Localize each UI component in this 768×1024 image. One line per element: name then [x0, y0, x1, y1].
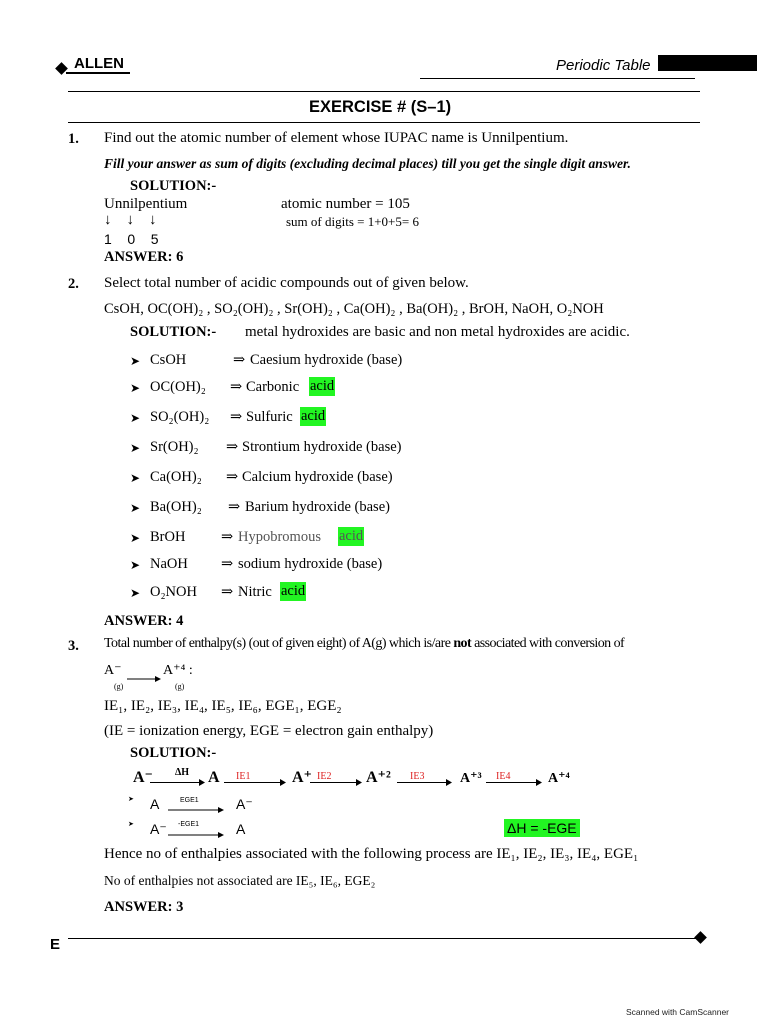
item-formula: BrOH: [150, 529, 186, 545]
chain-species: A⁺³: [460, 771, 482, 786]
header-rule-short: [66, 72, 130, 74]
q1-question: Find out the atomic number of element whose IUPAC name is Unnilpentium.: [104, 130, 569, 146]
acid-highlight: acid: [339, 528, 364, 544]
item-formula: Ba(OH)₂: [150, 499, 202, 515]
item-description: sodium hydroxide (base): [238, 556, 383, 572]
item-formula: Sr(OH)₂: [150, 439, 199, 455]
item-description: Calcium hydroxide (base): [242, 469, 393, 485]
q3-reaction-arrow-icon: [127, 670, 161, 688]
bullet-arrow-icon: ➤: [130, 441, 141, 455]
header-rule-right: [420, 78, 695, 79]
q3-solution-label: SOLUTION:-: [130, 745, 217, 761]
q3-number: 3.: [68, 638, 79, 654]
item-formula: OC(OH)₂: [150, 379, 206, 395]
q3-reaction-left: A⁻: [104, 663, 122, 678]
ege-left: A⁻: [150, 821, 167, 837]
acid-highlight: acid: [310, 378, 335, 394]
q3-reaction-right: A⁺⁴ :: [163, 663, 193, 678]
chain-label: IE4: [496, 771, 511, 782]
ege-arrow-icon: [168, 801, 224, 819]
ege-right: A: [236, 821, 246, 837]
q3-state-left: (g): [114, 682, 124, 691]
ege-left: A: [150, 796, 160, 812]
header-rule-full: [68, 91, 700, 92]
header-brand: ALLEN: [74, 55, 124, 72]
item-formula: SO₂(OH)₂: [150, 409, 210, 425]
footer-diamond-icon: [694, 931, 707, 944]
q3-question-post: associated with conversion of: [474, 636, 625, 651]
bullet-arrow-icon: ➤: [130, 531, 141, 545]
scanner-watermark: Scanned with CamScanner: [626, 1007, 730, 1017]
delta-h-box: ΔH = -EGE: [504, 819, 580, 837]
q1-answer: ANSWER: 6: [104, 249, 184, 265]
chain-label: IE3: [410, 771, 425, 782]
q3-legend: (IE = ionization energy, EGE = electron gain enthalpy): [104, 723, 434, 739]
q3-enthalpy-list: IE₁, IE₂, IE₃, IE₄, IE₅, IE₆, EGE₁, EGE₂: [104, 698, 342, 714]
bullet-arrow-icon: ➤: [128, 820, 134, 828]
header-black-block: [658, 55, 757, 71]
item-formula: NaOH: [150, 556, 188, 572]
exercise-title: EXERCISE # (S–1): [309, 98, 452, 116]
bullet-arrow-icon: ➤: [128, 795, 134, 803]
item-arrow: ⇒: [221, 556, 234, 572]
q1-element-name: Unnilpentium: [104, 196, 188, 212]
header-chapter: Periodic Table: [556, 57, 651, 74]
item-description: Hypobromous: [238, 529, 321, 545]
bullet-arrow-icon: ➤: [130, 354, 141, 368]
footer-page-letter: E: [50, 936, 61, 953]
bullet-arrow-icon: ➤: [130, 586, 141, 600]
item-arrow: ⇒: [226, 469, 239, 485]
q1-number: 1.: [68, 131, 79, 147]
q1-atomic-number: atomic number = 105: [281, 196, 410, 212]
item-formula: O₂NOH: [150, 584, 197, 600]
q2-solution-label: SOLUTION:-: [130, 324, 217, 340]
item-formula: CsOH: [150, 352, 187, 368]
chain-species: A⁻: [133, 769, 153, 786]
footer-rule: [68, 938, 700, 939]
chain-label: IE2: [317, 771, 332, 782]
ege-label: EGE1: [180, 797, 199, 804]
chain-species: A⁺⁴: [548, 771, 570, 786]
item-arrow: ⇒: [228, 499, 241, 515]
item-description: Carbonic: [246, 379, 300, 395]
item-arrow: ⇒: [226, 439, 239, 455]
q1-digits: 1 0 5: [104, 231, 159, 247]
q3-conclusion: Hence no of enthalpies associated with the following process are IE₁, IE₂, IE₃, IE₄, EGE₁: [104, 846, 639, 862]
q2-question: Select total number of acidic compounds out of given below.: [104, 275, 469, 291]
ege-label: -EGE1: [178, 821, 200, 828]
bullet-arrow-icon: ➤: [130, 558, 141, 572]
item-formula: Ca(OH)₂: [150, 469, 202, 485]
q3-question-emphasis: not: [453, 636, 472, 651]
chain-arrow-icon: [224, 771, 286, 792]
item-description: Barium hydroxide (base): [245, 499, 390, 515]
chain-species: A: [208, 769, 220, 786]
q1-arrows: ↓ ↓ ↓: [104, 212, 157, 228]
chain-arrow-icon: [397, 771, 452, 792]
chain-label: IE1: [236, 771, 251, 782]
item-description: Strontium hydroxide (base): [242, 439, 402, 455]
bullet-arrow-icon: ➤: [130, 501, 141, 515]
item-description: Sulfuric: [246, 409, 293, 425]
q3-not-associated: No of enthalpies not associated are IE₅, IE₆, EGE₂: [104, 873, 376, 888]
q1-solution-label: SOLUTION:-: [130, 178, 217, 194]
item-arrow: ⇒: [230, 379, 243, 395]
acid-highlight: acid: [281, 583, 306, 599]
item-description: Caesium hydroxide (base): [250, 352, 403, 368]
q2-compound-list: CsOH, OC(OH)₂ , SO₂(OH)₂ , Sr(OH)₂ , Ca(OH)₂ , Ba(OH)₂ , BrOH, NaOH, O₂NOH: [104, 301, 604, 317]
q2-number: 2.: [68, 276, 79, 292]
q3-state-right: (g): [175, 682, 185, 691]
chain-species: A⁺: [292, 769, 312, 786]
q1-instruction: Fill your answer as sum of digits (excluding decimal places) till you get the single digit answer.: [104, 156, 631, 171]
bullet-arrow-icon: ➤: [130, 471, 141, 485]
ege-right: A⁻: [236, 796, 253, 812]
chain-arrow-icon: [486, 771, 542, 792]
bullet-arrow-icon: ➤: [130, 381, 141, 395]
item-arrow: ⇒: [233, 352, 246, 368]
ege-arrow-icon: [168, 826, 224, 844]
q3-question-pre: Total number of enthalpy(s) (out of given eight) of A(g) which is/are: [104, 636, 451, 651]
q2-answer: ANSWER: 4: [104, 613, 184, 629]
item-arrow: ⇒: [221, 584, 234, 600]
chain-species: A⁺²: [366, 769, 391, 786]
q1-sum-of-digits: sum of digits = 1+0+5= 6: [286, 214, 419, 229]
item-arrow: ⇒: [230, 409, 243, 425]
title-rule: [68, 122, 700, 123]
item-arrow: ⇒: [221, 529, 234, 545]
item-description: Nitric: [238, 584, 272, 600]
acid-highlight: acid: [301, 408, 326, 424]
q3-question: [104, 637, 624, 651]
q3-answer: ANSWER: 3: [104, 899, 184, 915]
chain-label: ΔH: [175, 767, 190, 778]
q2-solution-text: metal hydroxides are basic and non metal hydroxides are acidic.: [245, 324, 630, 340]
bullet-arrow-icon: ➤: [130, 411, 141, 425]
